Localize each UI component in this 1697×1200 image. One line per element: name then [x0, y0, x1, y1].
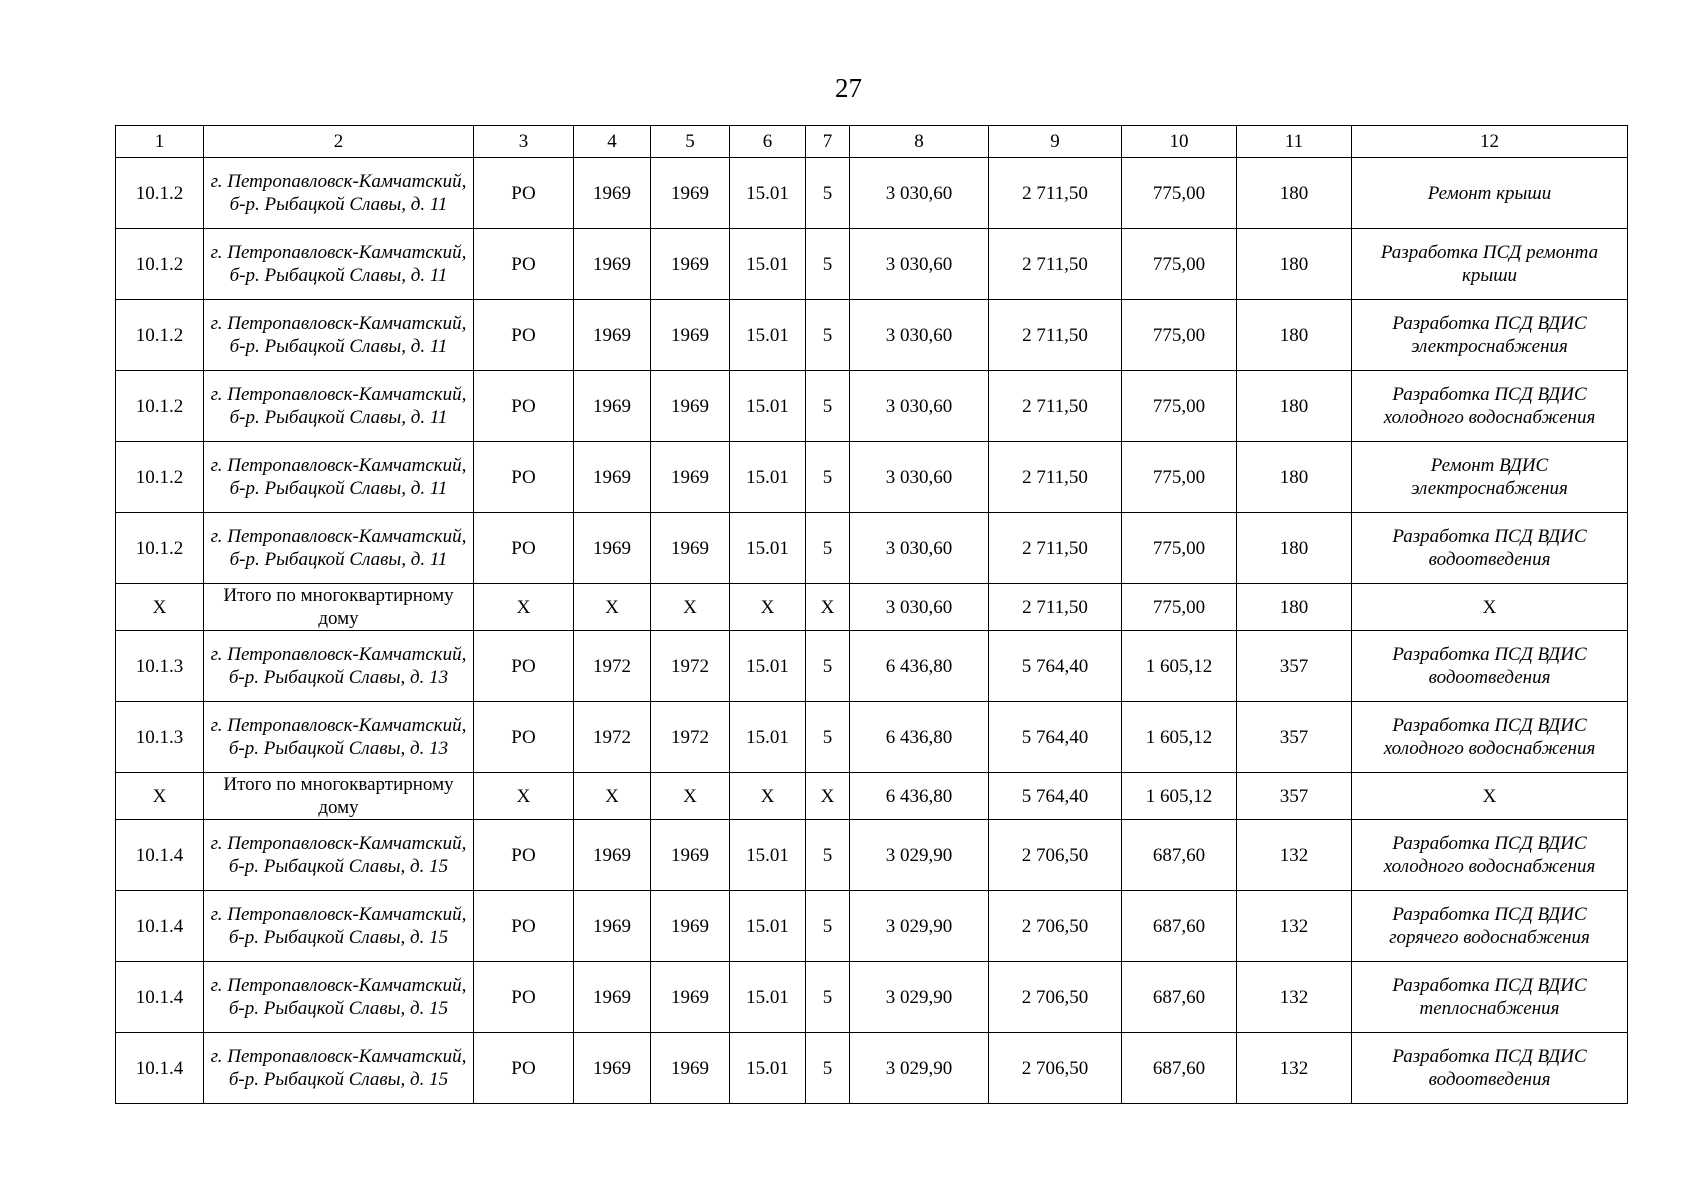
year-built: 1972: [574, 702, 651, 773]
floors: 5: [806, 158, 850, 229]
total-area: 6 436,80: [850, 631, 989, 702]
total-area: 3 030,60: [850, 513, 989, 584]
year-built: 1969: [574, 229, 651, 300]
item-number: 10.1.2: [116, 371, 204, 442]
table-row: [116, 962, 1628, 1033]
wall-material: 15.01: [730, 962, 806, 1033]
ownership-type: РО: [474, 513, 574, 584]
table-row: [116, 820, 1628, 891]
work-type: Разработка ПСД ВДИС горячего водоснабжения: [1352, 891, 1628, 962]
wall-material: 15.01: [730, 820, 806, 891]
ownership-type: РО: [474, 371, 574, 442]
ownership-type: РО: [474, 229, 574, 300]
nonresidential-area: 1 605,12: [1122, 773, 1237, 820]
total-area: 3 029,90: [850, 891, 989, 962]
total-row: [116, 584, 1628, 631]
page-number: 27: [835, 73, 862, 103]
table-row: [116, 442, 1628, 513]
year-commissioned: 1969: [651, 442, 730, 513]
residents-count: 357: [1237, 702, 1352, 773]
ownership-type: РО: [474, 300, 574, 371]
ownership-type: X: [474, 584, 574, 631]
floors: 5: [806, 631, 850, 702]
work-type: X: [1352, 584, 1628, 631]
nonresidential-area: 1 605,12: [1122, 702, 1237, 773]
nonresidential-area: 775,00: [1122, 229, 1237, 300]
floors: X: [806, 773, 850, 820]
year-commissioned: 1969: [651, 371, 730, 442]
table-row: [116, 1033, 1628, 1104]
floors: 5: [806, 702, 850, 773]
ownership-type: РО: [474, 158, 574, 229]
year-commissioned: 1972: [651, 702, 730, 773]
address: г. Петропавловск-Камчатский, б-р. Рыбацкой Славы, д. 15: [204, 820, 474, 891]
year-built: 1969: [574, 300, 651, 371]
column-number: 10: [1122, 126, 1237, 158]
wall-material: 15.01: [730, 442, 806, 513]
item-number: 10.1.2: [116, 158, 204, 229]
residential-area: 2 706,50: [989, 962, 1122, 1033]
column-number: 8: [850, 126, 989, 158]
work-type: Разработка ПСД ВДИС теплоснабжения: [1352, 962, 1628, 1033]
wall-material: 15.01: [730, 229, 806, 300]
floors: 5: [806, 229, 850, 300]
wall-material: 15.01: [730, 371, 806, 442]
total-area: 3 030,60: [850, 584, 989, 631]
year-built: 1969: [574, 158, 651, 229]
residential-area: 5 764,40: [989, 773, 1122, 820]
column-number-row: [116, 126, 1628, 158]
ownership-type: РО: [474, 962, 574, 1033]
residential-area: 2 706,50: [989, 891, 1122, 962]
address: г. Петропавловск-Камчатский, б-р. Рыбацкой Славы, д. 13: [204, 631, 474, 702]
residents-count: 132: [1237, 1033, 1352, 1104]
residential-area: 5 764,40: [989, 631, 1122, 702]
year-built: 1969: [574, 513, 651, 584]
year-built: 1969: [574, 820, 651, 891]
year-built: 1969: [574, 371, 651, 442]
ownership-type: РО: [474, 1033, 574, 1104]
residential-area: 2 711,50: [989, 158, 1122, 229]
total-area: 3 030,60: [850, 300, 989, 371]
nonresidential-area: 775,00: [1122, 158, 1237, 229]
ownership-type: РО: [474, 442, 574, 513]
nonresidential-area: 1 605,12: [1122, 631, 1237, 702]
ownership-type: РО: [474, 702, 574, 773]
floors: 5: [806, 820, 850, 891]
wall-material: X: [730, 584, 806, 631]
table-row: [116, 158, 1628, 229]
nonresidential-area: 687,60: [1122, 962, 1237, 1033]
year-commissioned: 1972: [651, 631, 730, 702]
total-area: 3 030,60: [850, 229, 989, 300]
year-commissioned: 1969: [651, 513, 730, 584]
residential-area: 5 764,40: [989, 702, 1122, 773]
total-area: 3 030,60: [850, 371, 989, 442]
floors: 5: [806, 371, 850, 442]
residents-count: 180: [1237, 513, 1352, 584]
residential-area: 2 711,50: [989, 371, 1122, 442]
address: г. Петропавловск-Камчатский, б-р. Рыбацкой Славы, д. 11: [204, 513, 474, 584]
ownership-type: РО: [474, 631, 574, 702]
work-type: Разработка ПСД ВДИС холодного водоснабжения: [1352, 702, 1628, 773]
address: г. Петропавловск-Камчатский, б-р. Рыбацкой Славы, д. 15: [204, 962, 474, 1033]
table-row: [116, 631, 1628, 702]
column-number: 11: [1237, 126, 1352, 158]
year-built: 1969: [574, 891, 651, 962]
year-commissioned: 1969: [651, 891, 730, 962]
total-area: 3 029,90: [850, 962, 989, 1033]
total-area: 6 436,80: [850, 773, 989, 820]
item-number: 10.1.3: [116, 631, 204, 702]
ownership-type: РО: [474, 820, 574, 891]
residents-count: 357: [1237, 773, 1352, 820]
wall-material: 15.01: [730, 1033, 806, 1104]
work-type: Ремонт ВДИС электроснабжения: [1352, 442, 1628, 513]
column-number: 4: [574, 126, 651, 158]
column-number: 3: [474, 126, 574, 158]
item-number: 10.1.4: [116, 891, 204, 962]
column-number: 2: [204, 126, 474, 158]
work-type: Разработка ПСД ВДИС водоотведения: [1352, 631, 1628, 702]
nonresidential-area: 775,00: [1122, 513, 1237, 584]
nonresidential-area: 775,00: [1122, 371, 1237, 442]
residents-count: 132: [1237, 820, 1352, 891]
column-number: 5: [651, 126, 730, 158]
residential-area: 2 711,50: [989, 229, 1122, 300]
nonresidential-area: 775,00: [1122, 442, 1237, 513]
year-built: 1969: [574, 442, 651, 513]
nonresidential-area: 687,60: [1122, 1033, 1237, 1104]
item-number: 10.1.2: [116, 300, 204, 371]
total-area: 3 030,60: [850, 158, 989, 229]
floors: 5: [806, 442, 850, 513]
floors: 5: [806, 1033, 850, 1104]
repair-program-table: [115, 125, 1628, 1104]
ownership-type: РО: [474, 891, 574, 962]
total-row: [116, 773, 1628, 820]
residents-count: 180: [1237, 371, 1352, 442]
item-number: 10.1.3: [116, 702, 204, 773]
table-row: [116, 702, 1628, 773]
year-built: X: [574, 773, 651, 820]
residential-area: 2 711,50: [989, 300, 1122, 371]
work-type: Разработка ПСД ВДИС водоотведения: [1352, 513, 1628, 584]
column-number: 6: [730, 126, 806, 158]
address: г. Петропавловск-Камчатский, б-р. Рыбацкой Славы, д. 11: [204, 371, 474, 442]
nonresidential-area: 687,60: [1122, 820, 1237, 891]
residents-count: 132: [1237, 891, 1352, 962]
year-commissioned: 1969: [651, 962, 730, 1033]
table-row: [116, 513, 1628, 584]
address: г. Петропавловск-Камчатский, б-р. Рыбацкой Славы, д. 11: [204, 229, 474, 300]
residents-count: 180: [1237, 584, 1352, 631]
floors: 5: [806, 962, 850, 1033]
column-number: 1: [116, 126, 204, 158]
item-number: 10.1.4: [116, 1033, 204, 1104]
year-commissioned: X: [651, 584, 730, 631]
total-area: 3 029,90: [850, 1033, 989, 1104]
column-number: 7: [806, 126, 850, 158]
year-built: X: [574, 584, 651, 631]
nonresidential-area: 775,00: [1122, 300, 1237, 371]
residents-count: 180: [1237, 442, 1352, 513]
work-type: Ремонт крыши: [1352, 158, 1628, 229]
year-commissioned: 1969: [651, 820, 730, 891]
item-number: 10.1.4: [116, 962, 204, 1033]
wall-material: 15.01: [730, 300, 806, 371]
table-row: [116, 229, 1628, 300]
floors: 5: [806, 891, 850, 962]
address: г. Петропавловск-Камчатский, б-р. Рыбацкой Славы, д. 15: [204, 891, 474, 962]
work-type: Разработка ПСД ВДИС холодного водоснабжения: [1352, 371, 1628, 442]
address: г. Петропавловск-Камчатский, б-р. Рыбацкой Славы, д. 15: [204, 1033, 474, 1104]
item-number: 10.1.2: [116, 513, 204, 584]
item-number: X: [116, 584, 204, 631]
residents-count: 357: [1237, 631, 1352, 702]
residential-area: 2 711,50: [989, 442, 1122, 513]
address: г. Петропавловск-Камчатский, б-р. Рыбацкой Славы, д. 11: [204, 158, 474, 229]
address: г. Петропавловск-Камчатский, б-р. Рыбацкой Славы, д. 11: [204, 442, 474, 513]
wall-material: 15.01: [730, 891, 806, 962]
total-area: 3 029,90: [850, 820, 989, 891]
year-commissioned: 1969: [651, 1033, 730, 1104]
year-commissioned: X: [651, 773, 730, 820]
address: г. Петропавловск-Камчатский, б-р. Рыбацкой Славы, д. 13: [204, 702, 474, 773]
residential-area: 2 711,50: [989, 584, 1122, 631]
total-label: Итого по многоквартирному дому: [204, 773, 474, 820]
year-built: 1969: [574, 1033, 651, 1104]
residents-count: 180: [1237, 229, 1352, 300]
ownership-type: X: [474, 773, 574, 820]
table-row: [116, 371, 1628, 442]
total-label: Итого по многоквартирному дому: [204, 584, 474, 631]
year-built: 1972: [574, 631, 651, 702]
wall-material: 15.01: [730, 631, 806, 702]
year-built: 1969: [574, 962, 651, 1033]
residential-area: 2 711,50: [989, 513, 1122, 584]
residential-area: 2 706,50: [989, 1033, 1122, 1104]
floors: X: [806, 584, 850, 631]
nonresidential-area: 687,60: [1122, 891, 1237, 962]
year-commissioned: 1969: [651, 300, 730, 371]
floors: 5: [806, 513, 850, 584]
item-number: 10.1.2: [116, 229, 204, 300]
year-commissioned: 1969: [651, 229, 730, 300]
residential-area: 2 706,50: [989, 820, 1122, 891]
residents-count: 180: [1237, 158, 1352, 229]
table-row: [116, 891, 1628, 962]
work-type: Разработка ПСД ВДИС электроснабжения: [1352, 300, 1628, 371]
nonresidential-area: 775,00: [1122, 584, 1237, 631]
wall-material: 15.01: [730, 702, 806, 773]
column-number: 12: [1352, 126, 1628, 158]
wall-material: 15.01: [730, 513, 806, 584]
year-commissioned: 1969: [651, 158, 730, 229]
table-row: [116, 300, 1628, 371]
wall-material: X: [730, 773, 806, 820]
item-number: 10.1.4: [116, 820, 204, 891]
wall-material: 15.01: [730, 158, 806, 229]
work-type: X: [1352, 773, 1628, 820]
floors: 5: [806, 300, 850, 371]
work-type: Разработка ПСД ВДИС водоотведения: [1352, 1033, 1628, 1104]
item-number: 10.1.2: [116, 442, 204, 513]
item-number: X: [116, 773, 204, 820]
residents-count: 132: [1237, 962, 1352, 1033]
residents-count: 180: [1237, 300, 1352, 371]
total-area: 6 436,80: [850, 702, 989, 773]
address: г. Петропавловск-Камчатский, б-р. Рыбацкой Славы, д. 11: [204, 300, 474, 371]
total-area: 3 030,60: [850, 442, 989, 513]
work-type: Разработка ПСД ремонта крыши: [1352, 229, 1628, 300]
column-number: 9: [989, 126, 1122, 158]
work-type: Разработка ПСД ВДИС холодного водоснабжения: [1352, 820, 1628, 891]
